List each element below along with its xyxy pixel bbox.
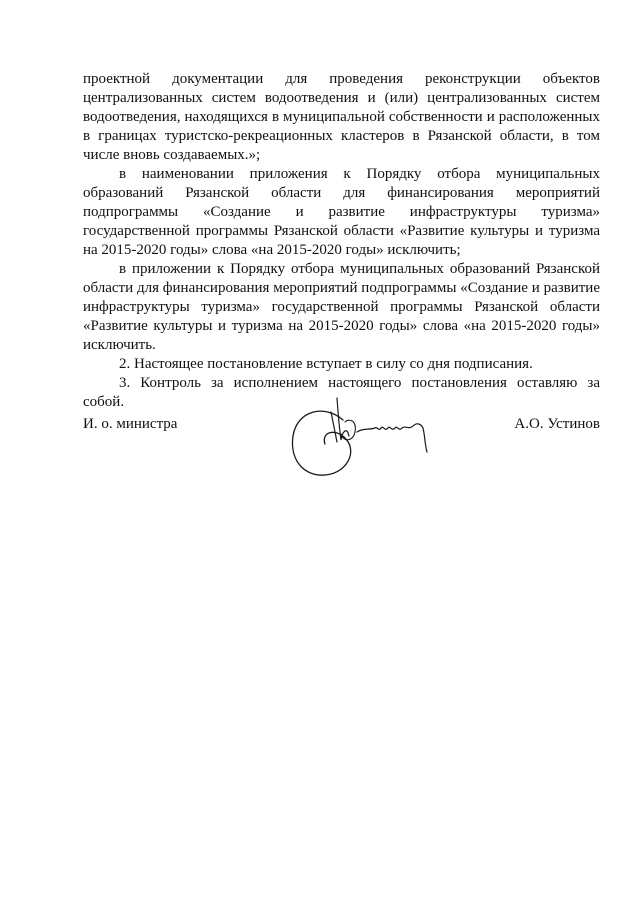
paragraph-effective-date: 2. Настоящее постановление вступает в силу со дня подписания. [119, 356, 533, 372]
document-body [83, 70, 600, 412]
signatory-title: И. о. министра [83, 416, 178, 432]
paragraph-appendix-title-amendment: в наименовании приложения к Порядку отбора муниципальных образований Рязанской области для финансирования мероприятий подпрограммы «Создание и развитие инфраструктуры туризма» государственной программы Рязанской области «Развитие культуры и туризма на 2015-2020 годы» слова «на 2015-2020 годы» исключить; [83, 166, 600, 258]
paragraph-control-clause: 3. Контроль за исполнением настоящего постановления оставляю за собой. [83, 375, 600, 410]
paragraph-continuation: проектной документации для проведения реконструкции объектов централизованных систем водоотведения и (или) централизованных систем водоотведения, находящихся в муниципальной собственности и расположенных в границах туристско-рекреационных кластеров в Рязанской области, в том числе вновь создаваемых.»; [83, 71, 600, 163]
paragraph-appendix-amendment: в приложении к Порядку отбора муниципальных образований Рязанской области для финансирования мероприятий подпрограммы «Создание и развитие инфраструктуры туризма» государственной программы Рязанской области «Развитие культуры и туризма на 2015-2020 годы» слова «на 2015-2020 годы» исключить. [83, 261, 600, 353]
signatory-name: А.О. Устинов [514, 416, 600, 432]
handwritten-signature [285, 392, 435, 492]
